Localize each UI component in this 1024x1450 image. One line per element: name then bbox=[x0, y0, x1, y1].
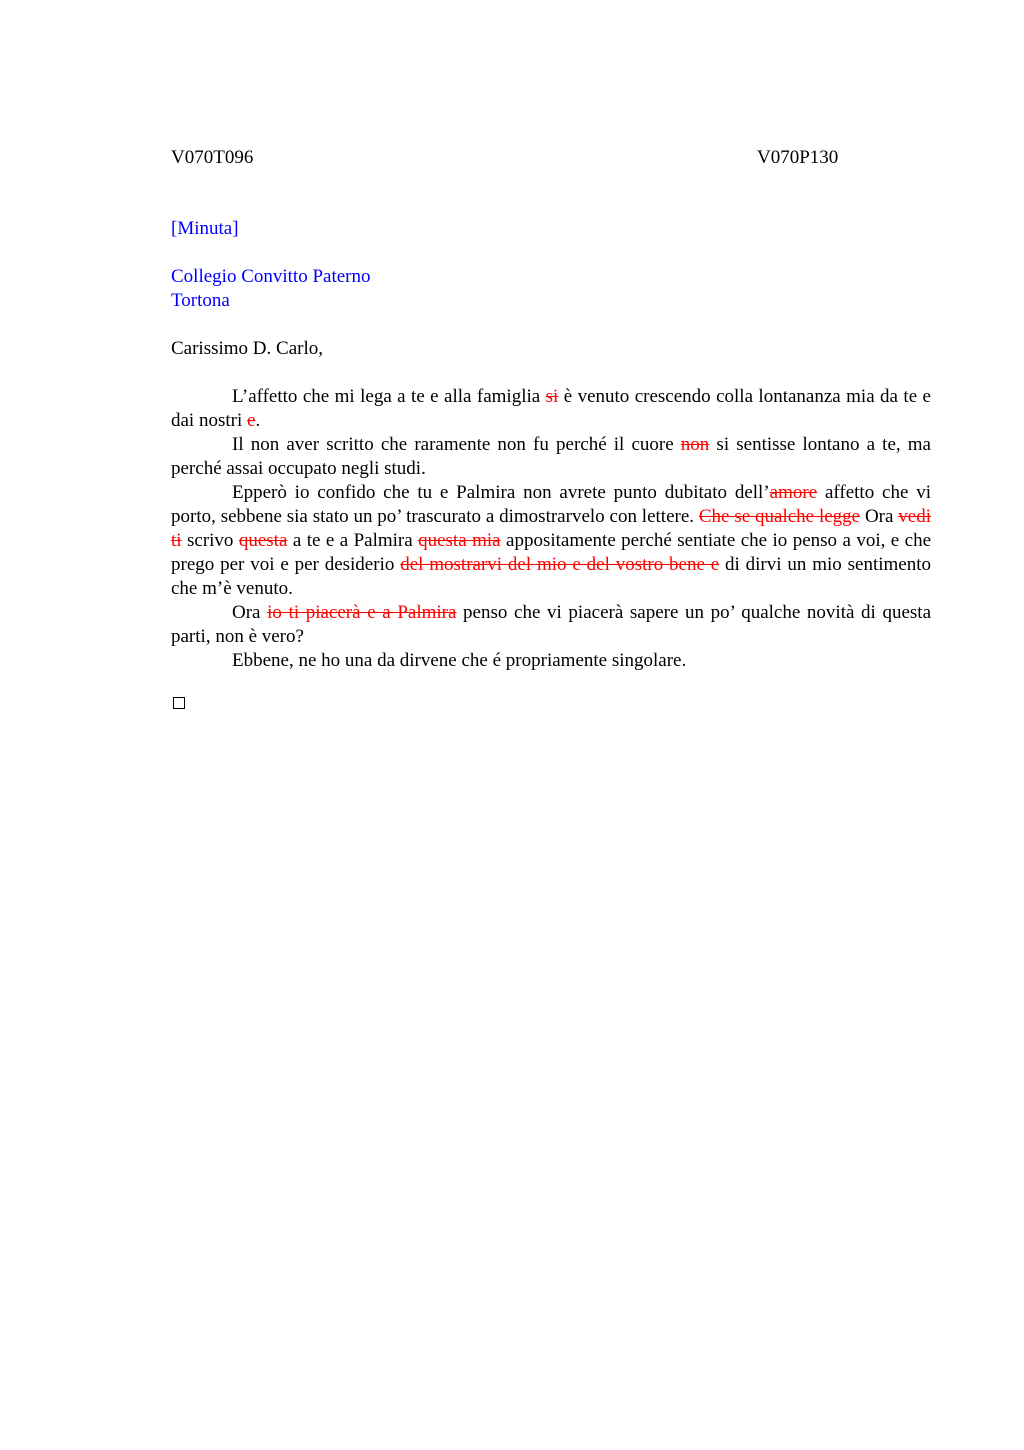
deleted-text: non bbox=[680, 434, 710, 455]
deleted-text: e bbox=[247, 410, 256, 431]
deleted-text: questa bbox=[238, 530, 288, 551]
letter-body bbox=[171, 217, 931, 673]
paragraph-3 bbox=[171, 481, 931, 601]
text-segment: Il non aver scritto che raramente non fu perché il cuore bbox=[232, 434, 681, 455]
text-segment: affetto che vi porto, sebbene sia stato un po’ trascurato a dimostrarvelo con lettere. bbox=[171, 482, 931, 527]
archive-code-right: V070P130 bbox=[757, 147, 839, 168]
deleted-text: del mostrarvi del mio e del vostro bene e bbox=[400, 554, 720, 575]
text-segment: a te e a Palmira bbox=[287, 530, 419, 551]
paragraph-5 bbox=[171, 649, 931, 673]
paragraph-2 bbox=[171, 433, 931, 481]
deleted-text: Che se qualche legge bbox=[698, 506, 861, 527]
text-segment: Epperò io confido che tu e Palmira non avrete punto dubitato dell’ bbox=[232, 482, 770, 503]
minuta-note: [Minuta] bbox=[171, 218, 239, 239]
text-segment: Ebbene, ne ho una da dirvene che é propriamente singolare. bbox=[232, 650, 687, 671]
paragraph-1 bbox=[171, 385, 931, 433]
text-segment: scrivo bbox=[181, 530, 239, 551]
address-line-1: Collegio Convitto Paterno bbox=[171, 266, 371, 287]
deleted-text: io ti piacerà e a Palmira bbox=[267, 602, 457, 623]
text-segment: . bbox=[255, 410, 261, 431]
deleted-text: questa mia bbox=[418, 530, 501, 551]
text-segment: penso che vi piacerà sapere un po’ qualche novità di questa parti, non è vero? bbox=[171, 602, 932, 647]
archive-code-left: V070T096 bbox=[171, 147, 254, 168]
deleted-text: si bbox=[545, 386, 559, 407]
text-segment: appositamente perché sentiate che io penso a voi, e che prego per voi e per desiderio bbox=[171, 530, 932, 575]
text-segment: Ora bbox=[860, 506, 899, 527]
empty-square-icon bbox=[173, 697, 185, 709]
deleted-text: amore bbox=[769, 482, 818, 503]
address-line-2: Tortona bbox=[171, 290, 230, 311]
text-segment: si sentisse lontano a te, ma perché assai occupato negli studi. bbox=[171, 434, 931, 479]
text-segment: L’affetto che mi lega a te e alla famiglia bbox=[232, 386, 546, 407]
deleted-text: vedi ti bbox=[171, 506, 932, 551]
text-segment: di dirvi un mio sentimento che m’è venuto. bbox=[171, 554, 931, 599]
text-segment: è venuto crescendo colla lontananza mia da te e dai nostri bbox=[171, 386, 931, 431]
text-segment: Ora bbox=[232, 602, 268, 623]
salutation: Carissimo D. Carlo, bbox=[171, 338, 323, 359]
paragraph-4 bbox=[171, 601, 931, 649]
